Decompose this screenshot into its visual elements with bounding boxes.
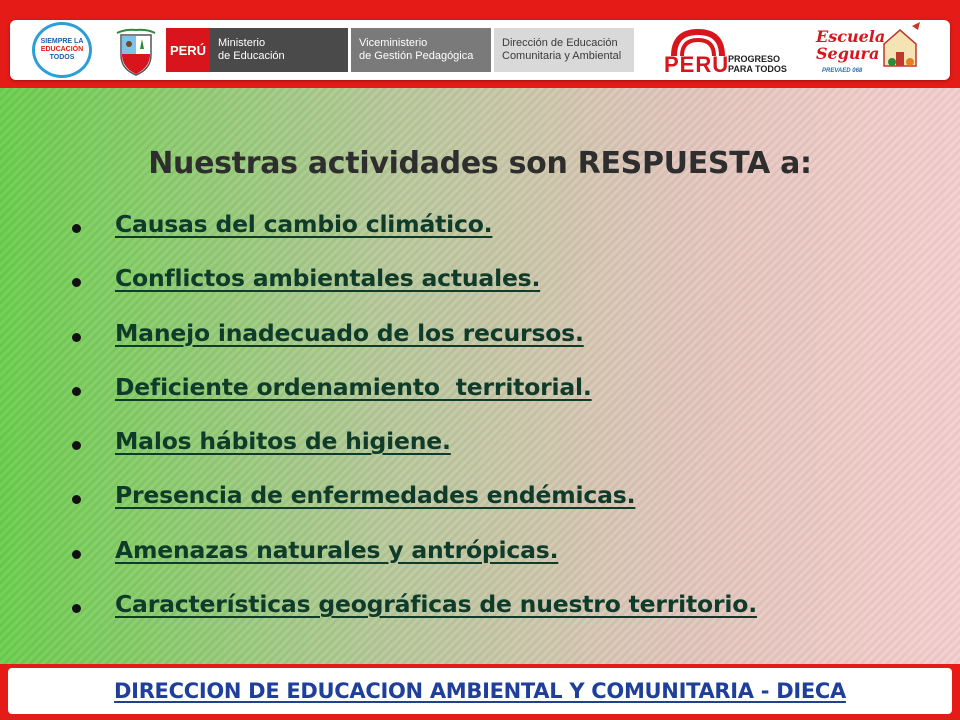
viceministerio-line-1: Viceministerio: [359, 37, 428, 49]
bullet-dot-icon: [72, 550, 81, 559]
peru-progreso-word: PERÚ: [664, 52, 730, 77]
direccion-line-1: Dirección de Educación: [502, 37, 618, 49]
list-item: [72, 262, 942, 316]
list-item: [72, 588, 942, 642]
campaign-logo-line-2: EDUCACIÓN: [40, 46, 84, 53]
bullet-dot-icon: [72, 224, 81, 233]
coat-of-arms-icon: [113, 27, 159, 77]
direccion-line-2: Comunitaria y Ambiental: [502, 50, 622, 62]
viceministerio-box: [351, 28, 491, 72]
escuela-line-2: Segura: [816, 44, 880, 63]
list-item: [72, 425, 942, 479]
list-item: [72, 534, 942, 588]
campaign-logo-line-1: SIEMPRE LA: [40, 38, 84, 45]
bullet-dot-icon: [72, 387, 81, 396]
footer-label-box: [8, 668, 952, 714]
list-item: [72, 208, 942, 262]
bullet-dot-icon: [72, 495, 81, 504]
bullet-text: Características geográficas de nuestro territorio.: [115, 590, 757, 619]
bullet-dot-icon: [72, 441, 81, 450]
bullet-dot-icon: [72, 604, 81, 613]
list-item: [72, 479, 942, 533]
escuela-line-1: Escuela: [816, 27, 886, 46]
progreso-line-2: PARA TODOS: [728, 64, 787, 74]
footer-text: DIRECCION DE EDUCACION AMBIENTAL Y COMUNITARIA - DIECA: [114, 679, 846, 703]
progreso-line-1: PROGRESO: [728, 54, 781, 64]
campaign-logo-line-3: TODOS: [49, 54, 75, 61]
progreso-slogan: [728, 54, 787, 74]
direccion-box: [494, 28, 634, 72]
activities-list: [72, 208, 942, 642]
bullet-text: Malos hábitos de higiene.: [115, 427, 451, 456]
page-title: Nuestras actividades son RESPUESTA a:: [148, 146, 812, 181]
list-item: [72, 317, 942, 371]
bullet-text: Manejo inadecuado de los recursos.: [115, 318, 584, 347]
bullet-text: Causas del cambio climático.: [115, 210, 493, 238]
ministerio-line-2: de Educación: [218, 50, 285, 62]
ministerio-line-1: Ministerio: [218, 37, 266, 49]
peru-label-box: PERÚ: [166, 28, 210, 72]
ministerio-box: [210, 28, 348, 72]
list-item: [72, 371, 942, 425]
bullet-text: Presencia de enfermedades endémicas.: [115, 481, 636, 510]
campaign-logo: [32, 22, 92, 78]
escuela-segura-title: [816, 28, 885, 62]
bullet-text: Amenazas naturales y antrópicas.: [115, 535, 559, 564]
bullet-dot-icon: [72, 333, 81, 342]
bullet-text: Deficiente ordenamiento territorial.: [115, 372, 592, 401]
bullet-text: Conflictos ambientales actuales.: [115, 264, 541, 293]
viceministerio-line-2: de Gestión Pedagógica: [359, 50, 474, 62]
prevaed-label: PREVAED 068: [822, 68, 863, 74]
bullet-dot-icon: [72, 278, 81, 287]
